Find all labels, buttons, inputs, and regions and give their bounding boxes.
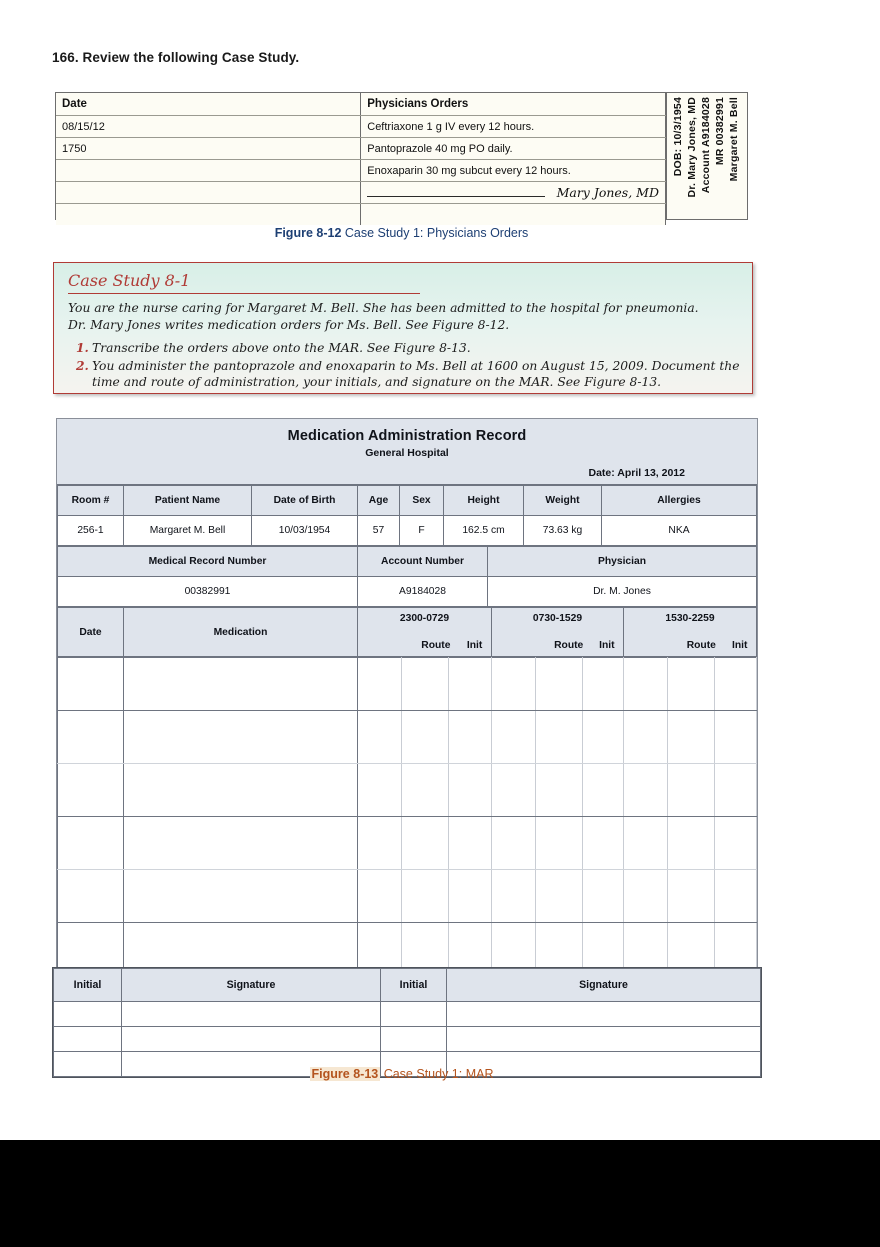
mar-header-height: Height	[444, 486, 524, 516]
mar-entry-cell[interactable]	[402, 817, 449, 870]
orders-header-orders: Physicians Orders	[361, 93, 666, 116]
signature-cell[interactable]	[381, 1027, 447, 1052]
figure-8-13-caption	[55, 1067, 748, 1081]
order-text-blank-2	[361, 204, 666, 226]
mar-header-room: Room #	[58, 486, 124, 516]
physicians-orders-table	[56, 93, 666, 225]
mar-entry-cell[interactable]	[583, 764, 624, 817]
mar-entry-cell[interactable]	[536, 817, 583, 870]
mar-entry-cell[interactable]	[449, 658, 492, 711]
mar-entry-cell[interactable]	[358, 764, 402, 817]
mar-title-block	[57, 419, 757, 485]
table-row	[56, 116, 666, 138]
sidebar-line-account: Account A9184028	[700, 97, 712, 194]
mar-shift-header-2	[624, 608, 757, 657]
mar-entry-cell[interactable]	[715, 817, 757, 870]
mar-entry-row[interactable]	[58, 711, 757, 764]
mar-entry-cell[interactable]	[583, 711, 624, 764]
signature-cell[interactable]	[54, 1002, 122, 1027]
list-item	[68, 340, 740, 357]
mar-entry-cell[interactable]	[624, 870, 668, 923]
physician-signature: Mary Jones, MD	[556, 185, 659, 200]
signature-row[interactable]	[54, 1027, 761, 1052]
order-text-0: Ceftriaxone 1 g IV every 12 hours.	[361, 116, 666, 138]
mar-entry-cell[interactable]	[668, 817, 715, 870]
mar-header-allergies: Allergies	[602, 486, 757, 516]
mar-entry-cell[interactable]	[449, 711, 492, 764]
mar-value-height: 162.5 cm	[444, 516, 524, 546]
mar-entry-cell[interactable]	[536, 711, 583, 764]
shift-sub-time-0	[358, 634, 414, 656]
mar-entry-cell[interactable]	[358, 711, 402, 764]
mar-entry-cell[interactable]	[715, 711, 757, 764]
mar-entry-cell[interactable]	[715, 764, 757, 817]
mar-entry-cell[interactable]	[449, 817, 492, 870]
mar-value-mrn: 00382991	[58, 577, 358, 607]
mar-header-medication: Medication	[124, 608, 358, 657]
mar-value-account: A9184028	[358, 577, 488, 607]
mar-entry-row[interactable]	[58, 764, 757, 817]
mar-entry-cell[interactable]	[124, 658, 358, 711]
signature-cell[interactable]	[122, 1027, 381, 1052]
order-date-0: 08/15/12	[56, 116, 361, 138]
mar-entry-row[interactable]	[58, 658, 757, 711]
list-item	[68, 358, 740, 391]
sidebar-line-patient-name: Margaret M. Bell	[728, 97, 740, 182]
mar-header-dob: Date of Birth	[252, 486, 358, 516]
mar-entry-cell[interactable]	[402, 658, 449, 711]
mar-header-age: Age	[358, 486, 400, 516]
table-row	[58, 577, 757, 607]
mar-entry-cell[interactable]	[492, 870, 536, 923]
order-date-blank	[56, 182, 361, 204]
list-item-text-2: You administer the pantoprazole and enoxaparin to Ms. Bell at 1600 on August 15, 2009. Document the time and route of administration, your initials, and signature on the MAR. See Figure 8-13.	[92, 358, 740, 389]
shift-sub-route-2: Route	[686, 639, 716, 651]
shift-sub-time-2	[624, 634, 679, 656]
list-item-number-2: 2.	[76, 357, 89, 373]
mar-entry-cell[interactable]	[583, 658, 624, 711]
sidebar-line-mr: MR 00382991	[714, 97, 726, 166]
shift-subheaders-0	[358, 634, 491, 656]
table-header-row	[58, 547, 757, 577]
sig-header-signature-1: Signature	[122, 969, 381, 1002]
shift-sub-init-0: Init	[466, 639, 483, 651]
mar-entry-cell[interactable]	[715, 658, 757, 711]
mar-entry-cell[interactable]	[58, 711, 124, 764]
mar-entry-cell[interactable]	[358, 658, 402, 711]
mar-header-physician: Physician	[488, 547, 757, 577]
order-date-1: 1750	[56, 138, 361, 160]
signature-cell[interactable]	[381, 1002, 447, 1027]
shift-label-0: 2300-0729	[399, 613, 450, 624]
order-text-1: Pantoprazole 40 mg PO daily.	[361, 138, 666, 160]
mar-header-account: Account Number	[358, 547, 488, 577]
page-footer-band	[0, 1140, 880, 1247]
mar-patient-table	[57, 485, 757, 546]
mar-value-sex: F	[400, 516, 444, 546]
sig-header-initial-1: Initial	[54, 969, 122, 1002]
order-date-blank-2	[56, 204, 361, 226]
mar-title: Medication Administration Record	[287, 428, 527, 444]
order-signature-cell	[361, 182, 666, 204]
figure-8-12-text: Case Study 1: Physicians Orders	[344, 226, 529, 240]
page-title: 166. Review the following Case Study.	[52, 50, 300, 65]
table-row	[56, 138, 666, 160]
mar-shift-header-0	[358, 608, 492, 657]
mar-entry-cell[interactable]	[58, 658, 124, 711]
table-row-signature	[56, 182, 666, 204]
mar-header-date: Date	[58, 608, 124, 657]
mar-entry-cell[interactable]	[624, 764, 668, 817]
mar-entry-cell[interactable]	[58, 870, 124, 923]
mar-value-weight: 73.63 kg	[524, 516, 602, 546]
signature-cell[interactable]	[447, 1002, 761, 1027]
mar-entry-cell[interactable]	[536, 764, 583, 817]
mar-identifiers-table	[57, 546, 757, 607]
mar-subtitle: General Hospital	[365, 447, 449, 459]
order-text-2: Enoxaparin 30 mg subcut every 12 hours.	[361, 160, 666, 182]
mar-header-mrn: Medical Record Number	[58, 547, 358, 577]
mar-entry-cell[interactable]	[668, 764, 715, 817]
case-study-paragraph-line-1: You are the nurse caring for Margaret M. Bell. She has been admitted to the hospital for pneumonia.	[68, 301, 699, 315]
mar-value-allergies: NKA	[602, 516, 757, 546]
signature-cell[interactable]	[447, 1027, 761, 1052]
mar-value-physician: Dr. M. Jones	[488, 577, 757, 607]
mar-entry-cell[interactable]	[124, 711, 358, 764]
case-study-paragraph	[68, 300, 740, 333]
order-date-2	[56, 160, 361, 182]
table-row	[56, 160, 666, 182]
mar-entry-cell[interactable]	[358, 817, 402, 870]
sig-header-signature-2: Signature	[447, 969, 761, 1002]
case-study-title: Case Study 8-1	[68, 271, 420, 294]
shift-sub-init-1: Init	[599, 639, 615, 651]
mar-entry-cell[interactable]	[536, 658, 583, 711]
mar-entry-cell[interactable]	[715, 870, 757, 923]
mar-entry-cell[interactable]	[449, 764, 492, 817]
mar-entry-cell[interactable]	[58, 764, 124, 817]
table-header-row	[56, 93, 666, 116]
table-row	[58, 516, 757, 546]
mar-entry-cell[interactable]	[124, 870, 358, 923]
sig-header-initial-2: Initial	[381, 969, 447, 1002]
mar-entry-cell[interactable]	[124, 764, 358, 817]
mar-value-age: 57	[358, 516, 400, 546]
medication-administration-record	[56, 418, 758, 977]
list-item-text-1: Transcribe the orders above onto the MAR. See Figure 8-13.	[92, 341, 471, 355]
mar-date: Date: April 13, 2012	[588, 467, 685, 479]
orders-header-date: Date	[56, 93, 361, 116]
mar-entry-cell[interactable]	[583, 817, 624, 870]
signature-legend-table	[52, 967, 762, 1078]
mar-entry-cell[interactable]	[358, 870, 402, 923]
signature-rule	[367, 196, 545, 197]
figure-8-12-caption	[55, 226, 748, 240]
sidebar-line-dob: DOB: 10/3/1954	[672, 97, 684, 177]
shift-label-1: 0730-1529	[532, 613, 583, 624]
mar-header-sex: Sex	[400, 486, 444, 516]
mar-entry-cell[interactable]	[492, 711, 536, 764]
mar-entry-cell[interactable]	[58, 817, 124, 870]
mar-entry-cell[interactable]	[492, 817, 536, 870]
shift-subheaders-2	[624, 634, 756, 656]
mar-entry-row[interactable]	[58, 817, 757, 870]
shift-sub-route-1: Route	[554, 639, 584, 651]
mar-entry-cell[interactable]	[492, 764, 536, 817]
mar-entry-cell[interactable]	[402, 711, 449, 764]
mar-entry-cell[interactable]	[624, 711, 668, 764]
mar-entry-cell[interactable]	[402, 764, 449, 817]
shift-sub-init-2: Init	[731, 639, 748, 651]
mar-entry-cell[interactable]	[624, 658, 668, 711]
mar-header-patient-name: Patient Name	[124, 486, 252, 516]
mar-grid-header-table	[57, 607, 757, 657]
shift-sub-route-0: Route	[421, 639, 451, 651]
mar-entry-cell[interactable]	[449, 870, 492, 923]
table-header-row	[54, 969, 761, 1002]
case-study-box	[53, 262, 753, 394]
shift-sub-time-1	[492, 634, 547, 656]
mar-entry-cell[interactable]	[583, 870, 624, 923]
table-header-row	[58, 608, 757, 657]
mar-entry-row[interactable]	[58, 870, 757, 923]
mar-entry-cell[interactable]	[492, 658, 536, 711]
mar-entry-grid[interactable]	[57, 657, 757, 976]
table-header-row	[58, 486, 757, 516]
mar-value-patient-name: Margaret M. Bell	[124, 516, 252, 546]
physicians-orders-figure	[55, 92, 748, 220]
shift-subheaders-1	[492, 634, 623, 656]
signature-cell[interactable]	[122, 1002, 381, 1027]
mar-entry-cell[interactable]	[402, 870, 449, 923]
signature-cell[interactable]	[54, 1027, 122, 1052]
shift-label-2: 1530-2259	[665, 613, 715, 624]
case-study-task-list	[68, 340, 740, 391]
mar-entry-cell[interactable]	[536, 870, 583, 923]
figure-8-12-number: Figure 8-12	[274, 226, 342, 240]
mar-entry-cell[interactable]	[668, 711, 715, 764]
mar-entry-cell[interactable]	[668, 658, 715, 711]
signature-table[interactable]	[53, 968, 761, 1077]
mar-entry-cell[interactable]	[668, 870, 715, 923]
list-item-number-1: 1.	[76, 340, 89, 355]
patient-label-sidebar	[666, 93, 747, 219]
case-study-paragraph-line-2: Dr. Mary Jones writes medication orders for Ms. Bell. See Figure 8-12.	[68, 317, 510, 332]
figure-8-13-number: Figure 8-13	[311, 1067, 379, 1081]
mar-entry-cell[interactable]	[624, 817, 668, 870]
mar-value-dob: 10/03/1954	[252, 516, 358, 546]
mar-value-room: 256-1	[58, 516, 124, 546]
mar-header-weight: Weight	[524, 486, 602, 516]
sidebar-line-physician: Dr. Mary Jones, MD	[686, 97, 698, 198]
table-row	[56, 204, 666, 226]
mar-entry-cell[interactable]	[124, 817, 358, 870]
figure-8-13-text: Case Study 1: MAR	[383, 1067, 494, 1081]
mar-shift-header-1	[492, 608, 624, 657]
signature-row[interactable]	[54, 1002, 761, 1027]
